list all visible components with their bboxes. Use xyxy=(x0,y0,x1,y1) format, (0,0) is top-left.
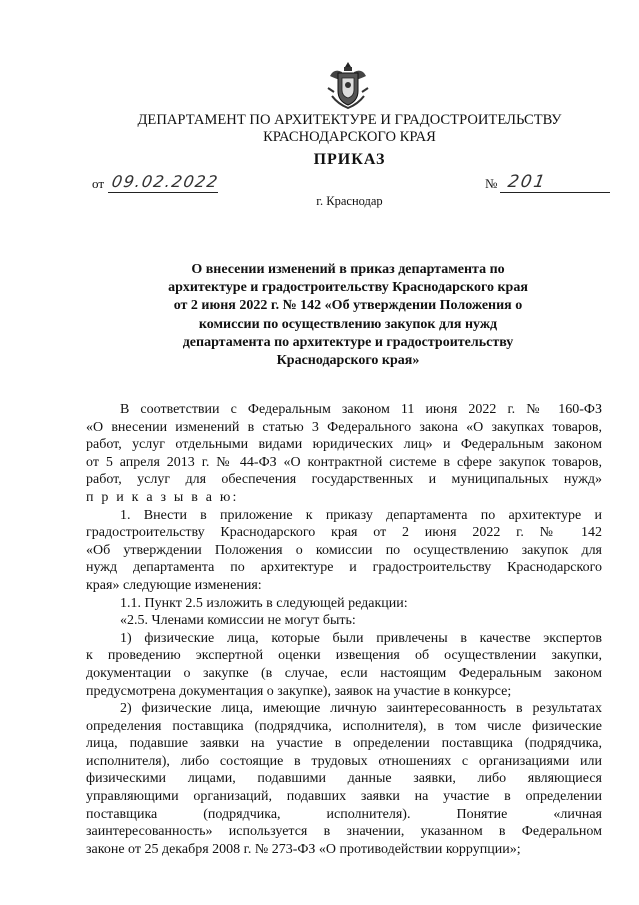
body-line: поставщика (подрядчика, исполнителя). Понятие «личная xyxy=(86,806,602,822)
body-line: законе от 25 декабря 2008 г. № 273-ФЗ «О противодействии коррупции»; xyxy=(86,841,521,857)
body-line: предусмотрена документация о закупке), заявок на участие в конкурсе; xyxy=(86,683,512,699)
department-name-line2: КРАСНОДАРСКОГО КРАЯ xyxy=(263,129,436,145)
title-line: Краснодарского края» xyxy=(276,353,420,369)
title-line: департамента по архитектуре и градостроительству xyxy=(182,334,514,350)
title-line: комиссии по осуществлению закупок для нужд xyxy=(198,316,498,332)
body-line: края» следующие изменения: xyxy=(86,577,262,593)
number-underline xyxy=(500,192,610,193)
order-body-text xyxy=(86,401,602,858)
body-line: документации о закупке (в случае, если настоящим Федеральным законом xyxy=(86,665,602,681)
body-line: от 5 апреля 2013 г. № 44-ФЗ «О контрактной системе в сфере закупок товаров, xyxy=(86,454,602,470)
body-line: работ, услуг отдельными видами юридических лиц» и Федеральным законом xyxy=(86,437,602,453)
body-line: «О внесении изменений в статью 3 Федерального закона «О закупках товаров, xyxy=(86,419,602,435)
document-type-heading: ПРИКАЗ xyxy=(313,151,386,168)
body-line: к проведению экспертной оценки извещения об осуществлении закупки, xyxy=(86,648,602,664)
title-line: О внесении изменений в приказ департамента по xyxy=(191,262,505,277)
body-line: 1) физические лица, которые были привлечены в качестве экспертов xyxy=(120,630,602,646)
body-line: «2.5. Членами комиссии не могут быть: xyxy=(120,613,356,629)
number-handwritten-value: 201 xyxy=(506,172,549,192)
body-line: 2) физические лица, имеющие личную заинтересованность в результатах xyxy=(120,701,602,717)
title-line: от 2 июня 2022 г. № 142 «Об утверждении Положения о xyxy=(173,298,523,314)
body-line-order-word: п р и к а з ы в а ю: xyxy=(86,489,239,505)
number-label: № xyxy=(485,176,498,191)
body-line: заинтересованность» используется в значении, указанном в Федеральном xyxy=(86,824,602,840)
body-line: В соответствии с Федеральным законом 11 июня 2022 г. № 160-ФЗ xyxy=(120,402,602,417)
body-line: градостроительству Краснодарского края от 2 июня 2022 г. № 142 xyxy=(86,525,602,541)
order-title xyxy=(120,261,576,370)
body-line: лица, подавшие заявки на участие в определении поставщика (подрядчика, xyxy=(86,736,602,752)
body-line: работ, услуг для обеспечения государственных и муниципальных нужд» xyxy=(86,472,602,488)
body-line: физическими лицами, подавшими данные заявки, либо являющиеся xyxy=(86,771,602,787)
department-name-line1: ДЕПАРТАМЕНТ ПО АРХИТЕКТУРЕ И ГРАДОСТРОИТЕЛЬСТВУ xyxy=(137,112,562,128)
coat-of-arms-icon xyxy=(326,60,370,112)
body-line: 1.1. Пункт 2.5 изложить в следующей редакции: xyxy=(120,595,408,611)
body-line: «Об утверждении Положения о комиссии по осуществлению закупок для xyxy=(86,542,602,558)
body-line: 1. Внести в приложение к приказу департамента по архитектуре и xyxy=(120,507,602,523)
body-line: исполнителя), либо состоящие в трудовых отношениях с организациями или xyxy=(86,753,602,769)
date-underline xyxy=(108,192,218,193)
city-label: г. Краснодар xyxy=(316,194,383,208)
body-line: определения поставщика (подрядчика, исполнителя), в том числе физические xyxy=(86,718,602,734)
date-handwritten-value: 09.02.2022 xyxy=(110,172,221,191)
date-label: от xyxy=(92,176,105,191)
title-line: архитектуре и градостроительству Краснодарского края xyxy=(168,280,528,296)
body-line: управляющими организаций, подавших заявки на участие в определении xyxy=(86,789,602,805)
body-line: нужд департамента по архитектуре и градостроительству Краснодарского xyxy=(86,560,602,576)
